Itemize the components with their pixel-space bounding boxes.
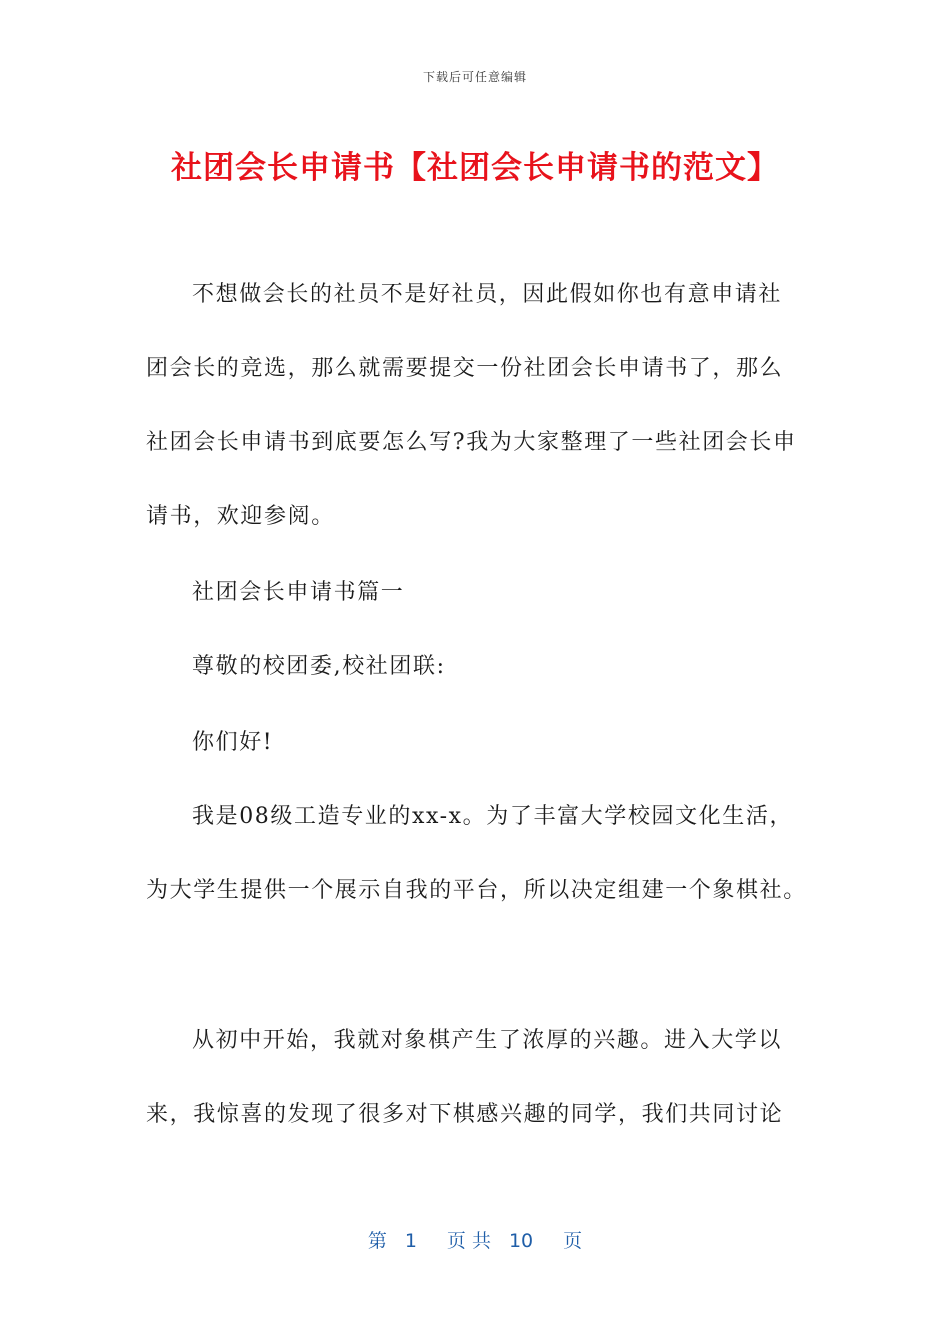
intro-line-3: 社团会长申请书到底要怎么写?我为大家整理了一些社团会长申 [146, 430, 797, 455]
total-pages-number: 10 [508, 1230, 534, 1252]
paragraph-1-line-1: 我是08级工造专业的xx-x。为了丰富大学校园文化生活， [192, 804, 794, 829]
intro-line-1: 不想做会长的社员不是好社员，因此假如你也有意申请社 [192, 282, 783, 307]
paragraph-2-line-1: 从初中开始，我就对象棋产生了浓厚的兴趣。进入大学以 [192, 1028, 783, 1053]
section-heading: 社团会长申请书篇一 [192, 580, 405, 605]
paragraph-2-line-2: 来，我惊喜的发现了很多对下棋感兴趣的同学，我们共同讨论 [146, 1102, 784, 1127]
salutation: 尊敬的校团委,校社团联: [192, 654, 446, 679]
current-page-number: 1 [404, 1230, 417, 1252]
header-note: 下载后可任意编辑 [422, 70, 527, 84]
paragraph-1-line-2: 为大学生提供一个展示自我的平台，所以决定组建一个象棋社。 [146, 878, 807, 903]
footer-middle: 页 共 [446, 1230, 491, 1252]
intro-line-4: 请书，欢迎参阅。 [146, 504, 335, 529]
footer-suffix: 页 [563, 1230, 583, 1252]
document-title: 社团会长申请书【社团会长申请书的范文】 [171, 150, 779, 186]
intro-line-2: 团会长的竞选，那么就需要提交一份社团会长申请书了，那么 [146, 356, 784, 381]
page-footer [0, 1226, 950, 1253]
footer-prefix: 第 [367, 1230, 387, 1252]
greeting: 你们好! [192, 730, 274, 755]
